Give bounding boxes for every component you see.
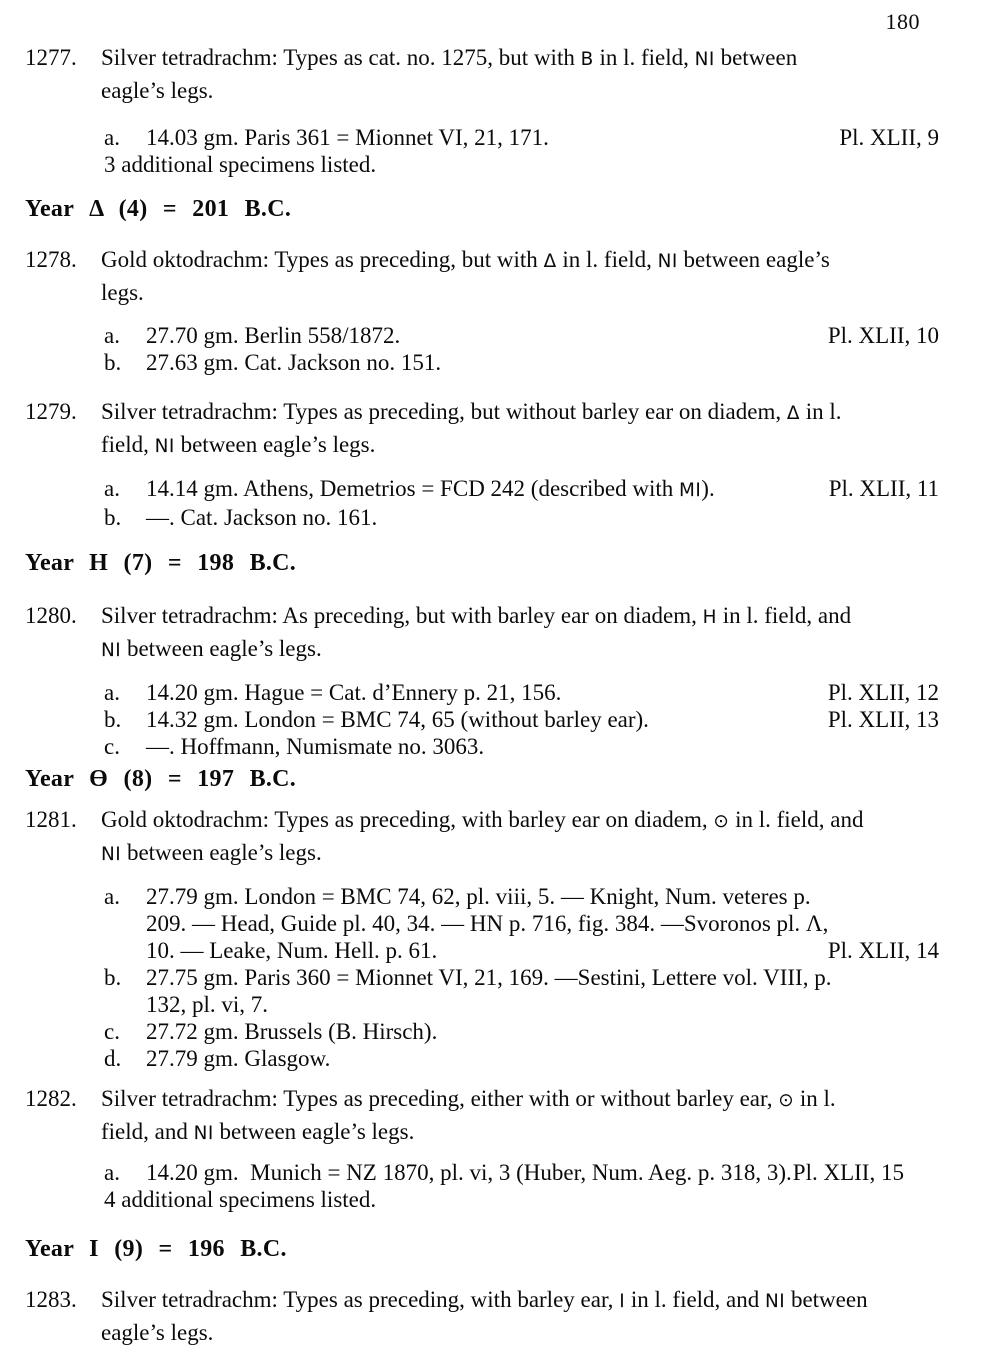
- entry-number: 1277.: [25, 45, 77, 70]
- entry-number: 1281.: [25, 807, 77, 832]
- plate-reference: Pl. XLII, 10: [827, 323, 939, 348]
- text-segment: Gold oktodrachm: Types as preceding, with barley ear on diadem,: [101, 807, 714, 832]
- text-segment: in l. field,: [593, 45, 695, 70]
- catalog-entry-1281: [25, 804, 1005, 1072]
- description-line: [101, 1317, 1005, 1348]
- additional-specimens-note: [104, 1186, 939, 1213]
- specimen-label: b.: [104, 505, 122, 530]
- plate-reference: Pl. XLII, 15: [792, 1160, 904, 1185]
- specimen-row: [104, 679, 939, 706]
- text-segment: Silver tetradrachm: Types as preceding, either with or without barley ear,: [101, 1086, 779, 1111]
- text-segment: 27.70 gm. Berlin 558/1872.: [146, 323, 401, 348]
- text-segment: 132, pl. vi, 7.: [146, 992, 269, 1017]
- text-segment: in l. field, and: [729, 807, 864, 832]
- specimen-list: [104, 475, 939, 531]
- specimen-text: [146, 910, 828, 937]
- text-segment: 27.63 gm. Cat. Jackson no. 151.: [146, 350, 442, 375]
- text-segment: 14.20 gm. Munich = NZ 1870, pl. vi, 3 (Huber, Num. Aeg. p. 318, 3).: [146, 1160, 792, 1185]
- specimen-text: [146, 937, 437, 964]
- text-segment: 14.14 gm. Athens, Demetrios = FCD 242 (described with: [146, 476, 679, 501]
- text-segment: 14.03 gm. Paris 361 = Mionnet VI, 21, 171.: [146, 125, 549, 150]
- specimen-text: [146, 124, 549, 151]
- entry-body: [101, 1284, 1005, 1348]
- year-heading: Year Δ (4) = 201 B.C.: [25, 196, 292, 222]
- text-segment: in l. field,: [556, 247, 658, 272]
- text-segment: field, and: [101, 1119, 194, 1144]
- text-segment: in l.: [794, 1086, 836, 1111]
- specimen-label: a.: [104, 323, 120, 348]
- text-segment: Silver tetradrachm: Types as cat. no. 1275, but with: [101, 45, 581, 70]
- year-heading: Year I (9) = 196 B.C.: [25, 1236, 287, 1262]
- description-line: [101, 277, 1005, 308]
- entry-body: [101, 42, 1005, 178]
- year-heading: Year H (7) = 198 B.C.: [25, 550, 297, 576]
- specimen-label: c.: [104, 734, 120, 759]
- note-text: [104, 151, 376, 178]
- text-segment: Silver tetradrachm: As preceding, but with barley ear on diadem,: [101, 603, 703, 628]
- specimen-row: [104, 1045, 939, 1072]
- monogram: ΝΙ: [101, 844, 122, 865]
- specimen-row: [104, 1018, 939, 1045]
- specimen-label: b.: [104, 350, 122, 375]
- specimen-row: [104, 733, 939, 760]
- specimen-row-continuation: [104, 991, 939, 1018]
- specimen-row: [104, 504, 939, 531]
- specimen-list: [104, 322, 939, 376]
- specimen-label: a.: [104, 125, 120, 150]
- catalog-entry-1277: [25, 42, 1005, 178]
- text-segment: 27.75 gm. Paris 360 = Mionnet VI, 21, 169. —Sestini, Lettere vol. VIII, p.: [146, 965, 832, 990]
- monogram: H: [702, 607, 717, 628]
- specimen-row: [104, 475, 939, 504]
- entry-number: 1282.: [25, 1086, 77, 1111]
- specimen-text: [146, 349, 441, 376]
- text-segment: 3 additional specimens listed.: [104, 152, 377, 177]
- specimen-list: [104, 883, 939, 1072]
- monogram: ⊙: [778, 1090, 795, 1111]
- description-line: [101, 600, 1005, 633]
- page-content: [25, 0, 1005, 1348]
- description-line: [101, 1083, 1005, 1116]
- text-segment: 27.72 gm. Brussels (B. Hirsch).: [146, 1019, 438, 1044]
- text-segment: between eagle’s legs.: [121, 840, 322, 865]
- text-segment: 10. — Leake, Num. Hell. p. 61.: [146, 938, 438, 963]
- specimen-label: c.: [104, 1019, 120, 1044]
- specimen-list: [104, 1159, 939, 1213]
- entry-body: [101, 396, 1005, 531]
- plate-reference: Pl. XLII, 12: [827, 680, 939, 705]
- description-line: [101, 42, 1005, 75]
- specimen-row: [104, 349, 939, 376]
- specimen-list: [104, 124, 939, 178]
- entry-body: [101, 600, 1005, 760]
- specimen-row-continuation: [104, 937, 939, 964]
- specimen-label: b.: [104, 965, 122, 990]
- specimen-text: [146, 475, 715, 504]
- text-segment: in l. field, and: [625, 1287, 766, 1312]
- description-line: [101, 633, 1005, 666]
- specimen-label: [104, 910, 146, 937]
- entry-body: [101, 1083, 1005, 1213]
- page-number: 180: [885, 9, 920, 34]
- specimen-text: [146, 1159, 792, 1186]
- text-segment: legs.: [101, 280, 144, 305]
- text-segment: between eagle’s legs.: [213, 1119, 415, 1144]
- catalog-entry-1279: [25, 396, 1005, 531]
- specimen-text: [146, 679, 561, 706]
- specimen-text: [146, 964, 831, 991]
- text-segment: —. Cat. Jackson no. 161.: [146, 505, 378, 530]
- specimen-label: d.: [104, 1046, 122, 1071]
- specimen-text: [146, 991, 268, 1018]
- monogram: ΜΙ: [678, 480, 702, 501]
- entry-body: [101, 804, 1005, 1072]
- entry-number: 1280.: [25, 603, 77, 628]
- text-segment: eagle’s legs.: [101, 1320, 214, 1345]
- plate-reference: Pl. XLII, 9: [839, 125, 939, 150]
- monogram: ΝΙ: [101, 640, 122, 661]
- specimen-label: b.: [104, 707, 122, 732]
- specimen-row: [104, 322, 939, 349]
- text-segment: in l.: [799, 399, 842, 424]
- catalog-entry-1278: [25, 244, 1005, 376]
- text-segment: between eagle’s legs.: [174, 432, 376, 457]
- description-line: [101, 1116, 1005, 1149]
- specimen-text: [146, 706, 649, 733]
- plate-reference: Pl. XLII, 13: [827, 707, 939, 732]
- plate-reference: Pl. XLII, 14: [827, 938, 939, 963]
- text-segment: ).: [701, 476, 715, 501]
- specimen-label: a.: [104, 884, 120, 909]
- specimen-label: [104, 991, 146, 1018]
- year-heading: Year Ө (8) = 197 B.C.: [25, 766, 297, 792]
- description-line: [101, 396, 1005, 429]
- note-text: [104, 1186, 376, 1213]
- specimen-row: [104, 1159, 1006, 1186]
- additional-specimens-note: [104, 151, 939, 178]
- description-line: [101, 1284, 1005, 1317]
- specimen-row: [104, 964, 939, 991]
- specimen-text: [146, 733, 484, 760]
- text-segment: 209. — Head, Guide pl. 40, 34. — HN p. 716, fig. 384. —Svoronos pl. Λ,: [146, 911, 829, 936]
- monogram: Ι: [619, 1291, 626, 1312]
- monogram: ΝΙ: [765, 1291, 786, 1312]
- text-segment: 4 additional specimens listed.: [104, 1187, 377, 1212]
- monogram: ΝΙ: [694, 49, 715, 70]
- description-line: [101, 244, 1005, 277]
- text-segment: —. Hoffmann, Numismate no. 3063.: [146, 734, 485, 759]
- monogram: ⊙: [713, 811, 730, 832]
- catalog-entry-1283: [25, 1284, 1005, 1348]
- plate-reference: Pl. XLII, 11: [828, 476, 939, 501]
- monogram: ΝΙ: [657, 251, 678, 272]
- text-segment: Silver tetradrachm: Types as preceding, with barley ear,: [101, 1287, 620, 1312]
- text-segment: 14.20 gm. Hague = Cat. d’Ennery p. 21, 156.: [146, 680, 562, 705]
- entry-number: 1283.: [25, 1287, 77, 1312]
- monogram: Δ: [543, 251, 557, 272]
- specimen-label: [104, 937, 146, 964]
- specimen-row: [104, 124, 939, 151]
- specimen-text: [146, 322, 400, 349]
- specimen-label: a.: [104, 680, 120, 705]
- entry-body: [101, 244, 1005, 376]
- text-segment: between: [714, 45, 798, 70]
- catalog-entry-1280: [25, 600, 1005, 760]
- specimen-list: [104, 679, 939, 760]
- text-segment: between eagle’s: [677, 247, 830, 272]
- specimen-label: a.: [104, 1160, 120, 1185]
- description-line: [101, 837, 1005, 870]
- text-segment: 27.79 gm. London = BMC 74, 62, pl. viii, 5. — Knight, Num. veteres p.: [146, 884, 811, 909]
- specimen-text: [146, 883, 811, 910]
- text-segment: 14.32 gm. London = BMC 74, 65 (without barley ear).: [146, 707, 649, 732]
- description-line: [101, 804, 1005, 837]
- text-segment: in l. field, and: [716, 603, 852, 628]
- text-segment: field,: [101, 432, 155, 457]
- entry-number: 1278.: [25, 247, 77, 272]
- specimen-text: [146, 1018, 437, 1045]
- text-segment: between: [785, 1287, 868, 1312]
- text-segment: eagle’s legs.: [101, 78, 214, 103]
- text-segment: 27.79 gm. Glasgow.: [146, 1046, 331, 1071]
- catalog-entry-1282: [25, 1083, 1005, 1213]
- text-segment: Silver tetradrachm: Types as preceding, but without barley ear on diadem,: [101, 399, 787, 424]
- specimen-row-continuation: [104, 910, 939, 937]
- monogram: ΝΙ: [154, 436, 175, 457]
- text-segment: Gold oktodrachm: Types as preceding, but with: [101, 247, 544, 272]
- specimen-label: a.: [104, 476, 120, 501]
- monogram: Δ: [786, 403, 800, 424]
- description-line: [101, 429, 1005, 462]
- specimen-row: [104, 883, 939, 910]
- description-line: [101, 75, 1005, 106]
- monogram: ΝΙ: [193, 1123, 214, 1144]
- specimen-text: [146, 1045, 330, 1072]
- text-segment: between eagle’s legs.: [121, 636, 322, 661]
- monogram: B: [580, 49, 594, 70]
- entry-number: 1279.: [25, 399, 77, 424]
- specimen-row: [104, 706, 939, 733]
- specimen-text: [146, 504, 377, 531]
